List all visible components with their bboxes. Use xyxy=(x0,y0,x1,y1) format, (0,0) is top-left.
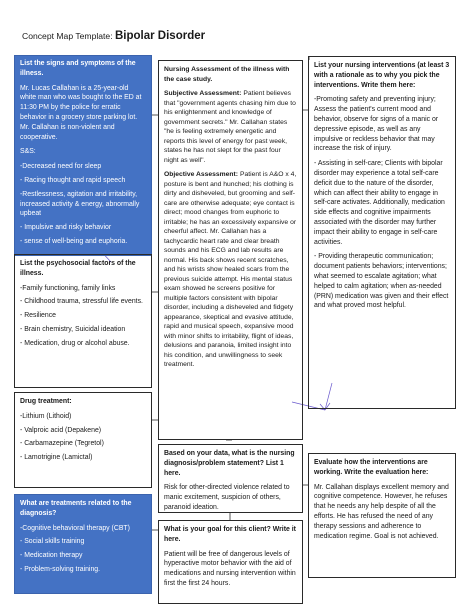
drug-item: - Lamotrigine (Lamictal) xyxy=(20,454,93,462)
evaluation-box xyxy=(308,453,456,578)
drug-item: -Lithium (Lithoid) xyxy=(20,412,72,420)
signs-item: -Decreased need for sleep xyxy=(20,163,102,171)
treatments-heading: What are treatments related to the diagnosis? xyxy=(20,500,132,517)
treatments-box xyxy=(14,494,152,594)
intervention-item: - Assisting in self-care; Clients with bipolar disorder may experience a total self-care deficit due to the nature of the disorder, which can affect their ability to engage in self-care activates. Additionally, medication side effects and cognitive impairments associated with the disorder may further impact their ability to engage in self-care activities. xyxy=(314,160,445,246)
signs-item: - Racing thought and rapid speech xyxy=(20,176,126,184)
subjective-label: Subjective Assessment: xyxy=(164,90,242,98)
interventions-heading: List your nursing interventions (at least 3 with a rationale as to why you pick the interventions. Write them here: xyxy=(314,62,450,89)
objective-assessment xyxy=(164,170,297,370)
goal-heading: What is your goal for this client? Write it here. xyxy=(164,526,296,543)
drug-treatment-box xyxy=(14,392,152,488)
psychosocial-heading: List the psychosocial factors of the illness. xyxy=(20,260,136,277)
psychosocial-box xyxy=(14,254,152,388)
signs-ss-label: S&S: xyxy=(20,148,36,156)
intervention-item: -Promoting safety and preventing injury; Assess the patient's current mood and behavior, observe for signs of a manic or depressive episode, as well as any impulsive or reckless behavior that may increase the risk of injury. xyxy=(314,96,439,153)
signs-heading: List the signs and symptoms of the illness. xyxy=(20,60,136,77)
drug-heading: Drug treatment: xyxy=(20,398,72,405)
drug-item: - Valproic acid (Depakene) xyxy=(20,426,102,434)
diagnosis-box xyxy=(158,444,303,513)
signs-item: - Impulsive and risky behavior xyxy=(20,224,112,232)
evaluation-text: Mr. Callahan displays excellent memory and cognitive competence. However, he refuses that he needs any help despite of all the efforts. He has refused the need of any therapy sessions and adherence to medication regime. Goal is not achieved. xyxy=(314,483,449,540)
treatments-item: - Problem-solving training. xyxy=(20,565,101,573)
psychosocial-item: - Brain chemistry, Suicidal ideation xyxy=(20,325,126,333)
goal-box xyxy=(158,520,303,604)
evaluation-heading: Evaluate how the interventions are working. Write the evaluation here: xyxy=(314,459,429,476)
signs-intro: Mr. Lucas Callahan is a 25-year-old white man who was bought to the ED at 11:30 PM by the police for erratic behavior in a grocery store parking lot. Mr. Callahan is non-violent and cooperative. xyxy=(20,84,142,141)
assessment-box xyxy=(158,60,303,440)
psychosocial-item: - Childhood trauma, stressful life events. xyxy=(20,298,143,306)
objective-label: Objective Assessment: xyxy=(164,171,239,179)
title-main: Bipolar Disorder xyxy=(115,30,206,42)
treatments-item: - Medication therapy xyxy=(20,552,83,560)
page-title xyxy=(22,30,205,42)
treatments-item: -Cognitive behavioral therapy (CBT) xyxy=(20,524,130,532)
treatments-item: - Social skills training xyxy=(20,538,85,546)
psychosocial-item: -Family functioning, family links xyxy=(20,284,116,292)
assessment-heading: Nursing Assessment of the illness with the case study. xyxy=(164,66,290,83)
title-prefix: Concept Map Template: xyxy=(22,31,113,41)
drug-item: - Carbamazepine (Tegretol) xyxy=(20,440,104,448)
intervention-item: - Providing therapeutic communication; document patients behaviors; interventions; what seemed to escalate agitation; what helped to calm agitation; when as-needed (PRN) medication was given and their effect and what proved most helpful. xyxy=(314,253,449,310)
psychosocial-item: - Resilience xyxy=(20,312,56,320)
interventions-box xyxy=(308,56,456,409)
objective-text: Patient is A&O x 4, posture is bent and hunched; his clothing is dirty and disheveled, but grooming and self-care are otherwise adequate; eye contact is direct; mood changes from euphoric to irritable; he has an excessively expansive or cheerful affect. Mr. Callahan has a tachycardic heart rate and clear breath sounds and his ECG and lab results are normal. His back shows recent scratches, and his wrists show healed scars from the previous suicide attempt. His mental status exam showed he screens positive for multiple factors consistent with bipolar disorder, including a disheveled and fidgety appearance, skeptical and evasive attitude, rapid and musical speech, expansive mood with minor shifts to irritability, flight of ideas, delusions and paranoia, limited insight into his condition, and unwillingness to seek treatment. xyxy=(164,171,297,369)
diagnosis-text: Risk for other-directed violence related to manic excitement, suspicion of others, paranoid ideation. xyxy=(164,484,290,511)
signs-item: -Restlessness, agitation and irritability, increased activity & energy, abnormally upbeat xyxy=(20,190,140,218)
goal-text: Patient will be free of dangerous levels of hyperactive motor behavior with the aid of medications and nursing intervention within first the first 24 hours. xyxy=(164,550,296,587)
diagnosis-heading: Based on your data, what is the nursing diagnosis/problem statement? List 1 here. xyxy=(164,450,295,477)
psychosocial-item: - Medication, drug or alcohol abuse. xyxy=(20,339,130,347)
subjective-text: Patient believes that "government agents chasing him due to his enlightenment and knowledge of government secrets." Mr. Callahan states "he is feeling extremely energetic and reports this level of energy for past week, states he has not slept for the past four night as well". xyxy=(164,90,296,164)
subjective-assessment xyxy=(164,89,297,165)
signs-symptoms-box xyxy=(14,55,152,256)
signs-item: - sense of well-being and euphoria. xyxy=(20,237,128,245)
